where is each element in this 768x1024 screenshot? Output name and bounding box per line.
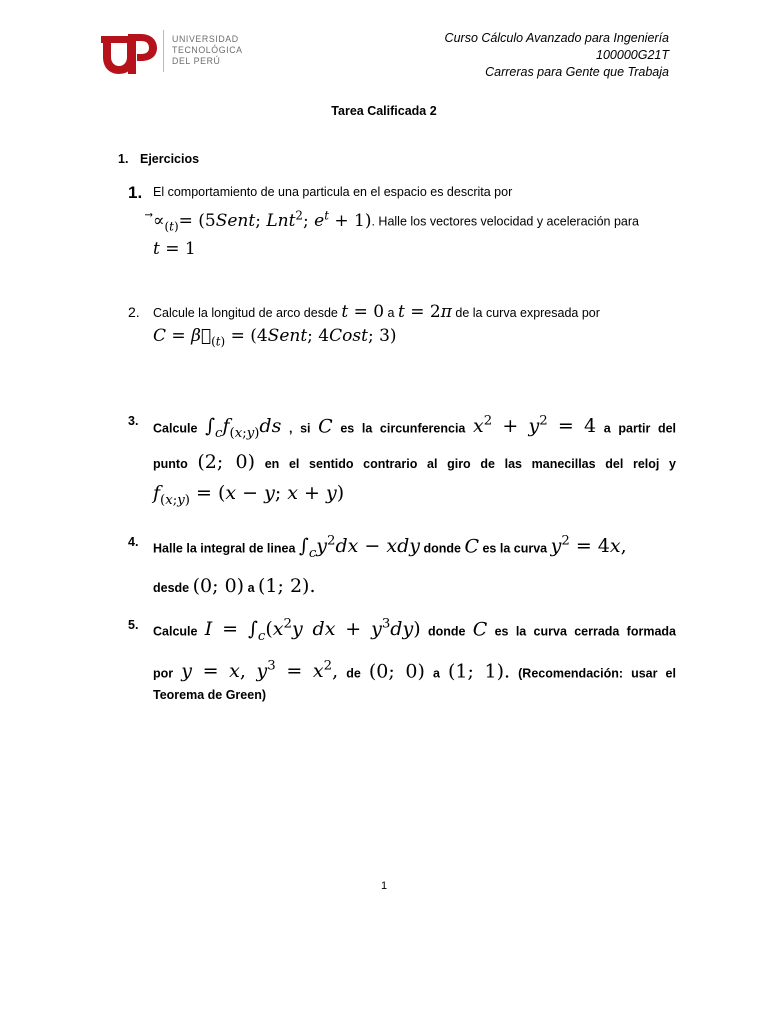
equation-position: $⃗\propto_{(t)}=$ (5Sent; Lnt$^2$; $e^t + 1$) bbox=[153, 208, 372, 234]
equation-t-end: t = 2π bbox=[397, 302, 452, 322]
equation-vector-field: $f_{(x;y)} = (x - y$; x + y) bbox=[153, 482, 345, 508]
logo-text: UNIVERSIDAD TECNOLÓGICA DEL PERÚ bbox=[172, 34, 243, 66]
course-header bbox=[445, 30, 669, 81]
equation-start-point: (2; 0) bbox=[197, 451, 256, 474]
equation-point-b: (1; 2). bbox=[258, 575, 316, 598]
document-title: Tarea Calificada 2 bbox=[331, 104, 437, 118]
equation-curves: y = x, $y^3 = x^2$, bbox=[181, 659, 339, 683]
equation-integral-4: $\int_cy^2dx$ − xdy bbox=[298, 534, 420, 562]
equation-t-start: t = 0 bbox=[341, 302, 385, 322]
page-number: 1 bbox=[380, 880, 388, 892]
equation-point-a: (0; 0) bbox=[192, 575, 245, 598]
exercise-1-text: El comportamiento de una particula en el espacio es descrita por bbox=[153, 185, 513, 199]
equation-integral-5: $I = \int_c(x^2y$ dx + $y^3dy$) bbox=[204, 617, 421, 645]
equation-point-origin: (0; 0) bbox=[368, 660, 425, 683]
utp-logo bbox=[101, 30, 161, 76]
equation-point-end: (1; 1). bbox=[447, 660, 511, 683]
equation-t-value: t bbox=[153, 239, 160, 260]
program-name: Carreras para Gente que Trabaja bbox=[485, 65, 669, 79]
course-code: 100000G21T bbox=[596, 48, 669, 62]
equation-parabola: $y^2 = 4x$, bbox=[550, 534, 627, 558]
document-page: UNIVERSIDAD TECNOLÓGICA DEL PERÚ Curso Cálculo Avanzado para Ingeniería 100000G21T Carreras para Gente que Trabaja Tarea Calificada 2 1. Ejercicios 1. El comportamiento de una particula en el espacio es descrita por $⃗\propto_{(t)}=$ (5Sent; Lnt$^2$; $e^t + 1$). Halle los vectores velocidad y aceleración para t = 1 2. Calcule la longitud de arco desde t = 0 a t = 2π de la curva expresada por $C = \beta⃗_{(t)}$ = (4Sent; 4Cost; 3) 3. Calcule $\int_cf_{(x;y)}ds$ , si C es la circunferencia $x^2 + y^2 = 4$ a partir del punto (2; 0) en el sentido contrario al giro de las manecillas del reloj y $f_{(x;y)} = (x - y$; x + y) 4. Halle la integral de linea $\int_cy^2dx$ − xdy donde C es la curva $y^2 = 4x$, desde (0; 0) a (1; 2). 5. Calcule $I = \int_c(x^2y$ dx + $y^3dy$) donde C es la curva cerrada formada por y = x, $y^3 = x^2$, de (0; 0) a (1; 1). (Recomendación: usar el Teorema de Green) 1 bbox=[0, 0, 768, 1024]
equation-curve: $C = \beta⃗_{(t)}$ = (4Sent; 4Cost; 3) bbox=[153, 326, 397, 349]
equation-line-integral: $\int_cf_{(x;y)}ds$ bbox=[205, 415, 282, 442]
course-name: Curso Cálculo Avanzado para Ingeniería bbox=[444, 31, 669, 45]
logo-divider bbox=[163, 30, 164, 72]
section-heading: 1. Ejercicios bbox=[118, 152, 200, 166]
equation-circle: $x^2 + y^2 = 4$ bbox=[473, 414, 597, 438]
